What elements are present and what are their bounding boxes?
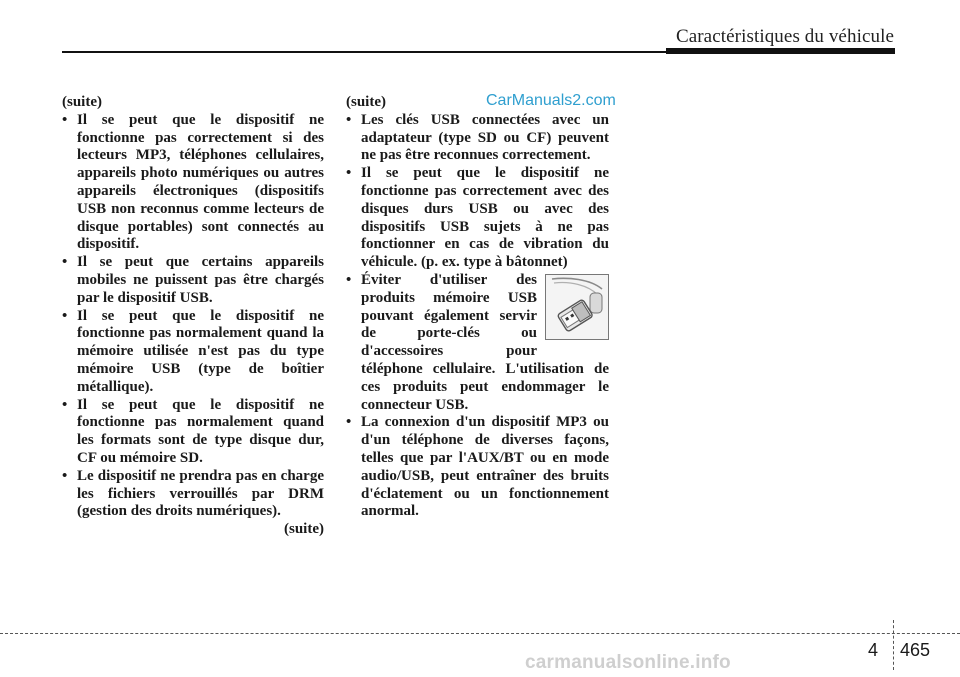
right-column: [346, 94, 609, 521]
list-item: [62, 397, 324, 468]
list-item: [62, 112, 324, 254]
list-item-text: Les clés USB connectées avec un adaptateur (type SD ou CF) peuvent ne pas être reconnues correctement.: [361, 111, 609, 164]
footer-site-logo: carmanualsonline.info: [525, 652, 731, 673]
list-item: [346, 272, 609, 414]
header-rule: [62, 51, 895, 53]
list-item: [62, 254, 324, 307]
bullet-marker: •: [346, 271, 352, 288]
chapter-number: 4: [868, 640, 879, 660]
continues-label: (suite): [284, 521, 324, 538]
list-item: [62, 308, 324, 397]
list-item-text: Il se peut que le dispositif ne fonctionne pas normalement quand la mémoire utilisée n'est pas du type mémoire USB (type de boîtier métallique).: [77, 307, 324, 395]
bullet-marker: •: [62, 254, 68, 271]
list-item-text: Éviter d'utiliser des produits mémoire USB pouvant également servir de porte-clés ou d'accessoires pour téléphone cellulaire. L'utilisation de ces produits peut endommager le connecteur USB.: [361, 271, 609, 413]
footer-dashed-rule: [0, 633, 960, 634]
list-item-text: Le dispositif ne prendra pas en charge les fichiers verrouillés par DRM (gestion des droits numériques).: [77, 467, 324, 520]
bullet-marker: •: [62, 396, 68, 413]
continued-label: (suite): [346, 94, 386, 110]
list-item: [346, 165, 609, 272]
list-item-text: Il se peut que le dispositif ne fonctionne pas correctement avec des disques durs USB ou avec des dispositifs USB sujets à ne pas fonctionner en cas de vibration du véhicule. (p. ex. type à bâtonnet): [361, 165, 609, 271]
right-bullet-list: [346, 112, 609, 521]
list-item-text: Il se peut que certains appareils mobiles ne puissent pas être chargés par le dispositif USB.: [77, 254, 324, 306]
left-column: [62, 94, 324, 539]
footer-page-divider: [893, 620, 894, 670]
watermark-link[interactable]: CarManuals2.com: [486, 92, 616, 109]
list-item: [346, 112, 609, 165]
bullet-marker: •: [62, 467, 68, 484]
usb-keychain-stick-icon: [545, 274, 609, 340]
bullet-marker: •: [62, 307, 68, 324]
list-item: [346, 414, 609, 521]
bullet-marker: •: [346, 414, 352, 431]
bullet-marker: •: [62, 111, 68, 128]
page-number: 465: [900, 640, 931, 660]
running-header-title: Caractéristiques du véhicule: [675, 26, 894, 47]
list-item-text: Il se peut que le dispositif ne fonctionne pas normalement quand les formats sont de type disque dur, CF ou mémoire SD.: [77, 396, 324, 466]
list-item: [62, 468, 324, 521]
continued-label: (suite): [62, 94, 102, 110]
bullet-marker: •: [346, 165, 352, 182]
left-bullet-list: [62, 112, 324, 521]
bullet-marker: •: [346, 111, 352, 128]
list-item-text: Il se peut que le dispositif ne fonctionne pas correctement si des lecteurs MP3, téléphones cellulaires, appareils photo numériques ou autres appareils électroniques (dispositifs USB non reconnus comme lecteurs de disque portables) sont connectés au dispositif.: [77, 111, 324, 253]
list-item-text: La connexion d'un dispositif MP3 ou d'un téléphone de diverses façons, telles que par l'AUX/BT ou en mode audio/USB, peut entraîner des bruits d'éclatement ou un fonctionnement anormal.: [361, 414, 609, 520]
